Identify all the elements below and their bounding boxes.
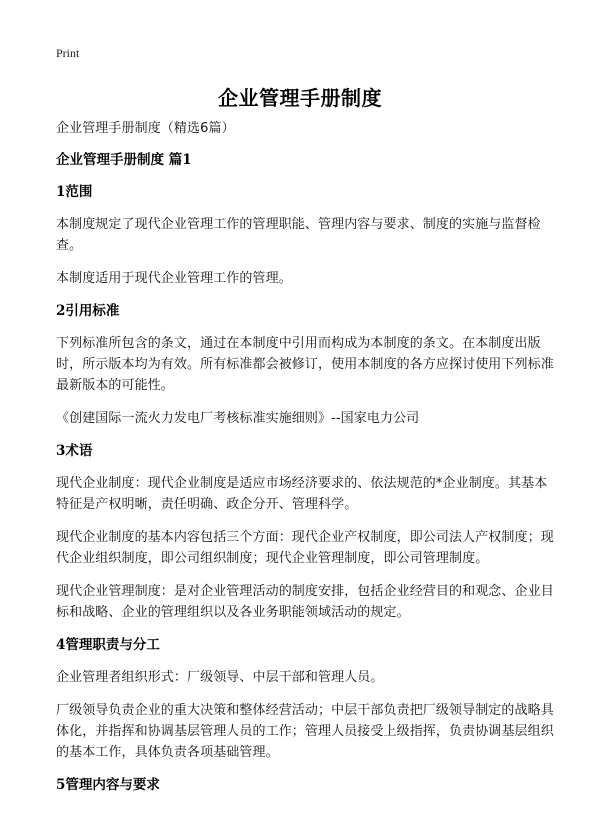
page-title: 企业管理手册制度	[218, 86, 382, 110]
paragraph: 本制度规定了现代企业管理工作的管理职能、管理内容与要求、制度的实施与监督检查。	[56, 217, 541, 253]
print-label: Print	[56, 46, 80, 60]
paragraph: 现代企业制度：现代企业制度是适应市场经济要求的、依法规范的*企业制度。其基本特征是产权明晰，责任明确、政企分开、管理科学。	[56, 476, 548, 512]
part-heading: 企业管理手册制度 篇1	[56, 152, 192, 168]
paragraph: 下列标准所包含的条文，通过在本制度中引用而构成为本制度的条文。在本制度出版时，所示版本均为有效。所有标准都会被修订，使用本制度的各方应探讨使用下列标准最新版本的可能性。	[56, 336, 554, 393]
document-subtitle: 企业管理手册制度（精选6篇）	[56, 121, 235, 136]
section-heading: 4管理职责与分工	[56, 637, 160, 653]
paragraph: 本制度适用于现代企业管理工作的管理。	[56, 271, 292, 286]
paragraph: 企业管理者组织形式：厂级领导、中层干部和管理人员。	[56, 670, 384, 685]
section-heading: 2引用标准	[56, 303, 120, 319]
section-heading: 1范围	[56, 184, 93, 200]
paragraph: 现代企业管理制度：是对企业管理活动的制度安排，包括企业经营目的和观念、企业目标和战略、企业的管理组织以及各业务职能领域活动的规定。	[56, 584, 554, 620]
paragraph: 《创建国际一流火力发电厂考核标准实施细则》--国家电力公司	[56, 411, 420, 426]
section-heading: 5管理内容与要求	[56, 777, 160, 793]
paragraph: 现代企业制度的基本内容包括三个方面：现代企业产权制度，即公司法人产权制度；现代企业组织制度，即公司组织制度；现代企业管理制度，即公司管理制度。	[56, 530, 554, 566]
paragraph: 厂级领导负责企业的重大决策和整体经营活动；中层干部负责把厂级领导制定的战略具体化，并指挥和协调基层管理人员的工作；管理人员接受上级指挥，负责协调基层组织的基本工作，具体负责各项基础管理。	[56, 703, 554, 760]
document-body	[56, 118, 556, 807]
section-heading: 3术语	[56, 443, 93, 459]
